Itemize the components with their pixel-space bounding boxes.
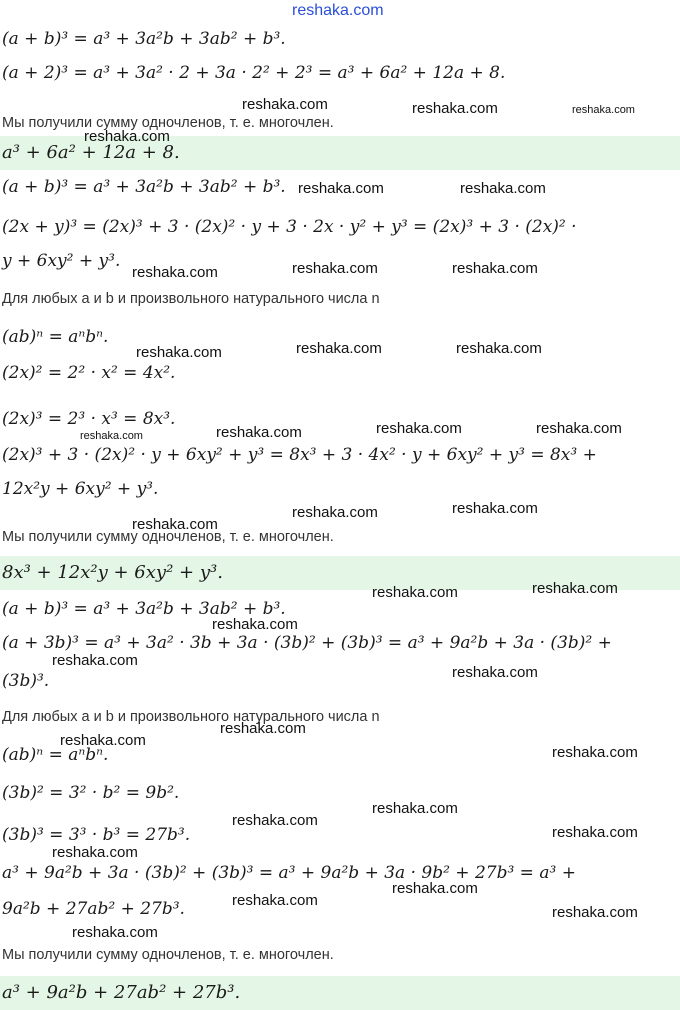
math-line: 12x²y + 6xy² + y³. [2,479,159,499]
explanation-text: Для любых a и b и произвольного натурального числа n [2,291,380,307]
watermark: reshaka.com [372,800,458,817]
watermark: reshaka.com [456,340,542,357]
watermark: reshaka.com [452,664,538,681]
watermark: reshaka.com [392,880,478,897]
math-line: y + 6xy² + y³. [2,251,121,271]
watermark: reshaka.com [372,584,458,601]
math-line: (2x)³ = 2³ · x³ = 8x³. [2,409,176,429]
math-line: (3b)² = 3² · b² = 9b². [2,783,180,803]
watermark: reshaka.com [552,744,638,761]
watermark: reshaka.com [298,180,384,197]
math-line: 9a²b + 27ab² + 27b³. [2,899,185,919]
math-line: (2x)³ + 3 · (2x)² · y + 6xy² + y³ = 8x³ + 3 · 4x² · y + 6xy² + y³ = 8x³ + [2,445,597,465]
watermark: reshaka.com [220,720,306,737]
watermark: reshaka.com [552,904,638,921]
math-line: (a + b)³ = a³ + 3a²b + 3ab² + b³. [2,599,286,619]
watermark: reshaka.com [72,924,158,941]
watermark: reshaka.com [132,516,218,533]
watermark: reshaka.com [132,264,218,281]
watermark: reshaka.com [60,732,146,749]
watermark: reshaka.com [376,420,462,437]
watermark: reshaka.com [136,344,222,361]
watermark: reshaka.com [52,844,138,861]
watermark: reshaka.com [216,424,302,441]
watermark: reshaka.com [232,892,318,909]
watermark: reshaka.com [572,104,635,116]
explanation-text: Мы получили сумму одночленов, т. е. многочлен. [2,115,334,131]
watermark: reshaka.com [532,580,618,597]
math-line: (ab)ⁿ = aⁿbⁿ. [2,745,109,765]
watermark: reshaka.com [212,616,298,633]
watermark: reshaka.com [242,96,328,113]
watermark: reshaka.com [292,260,378,277]
watermark: reshaka.com [552,824,638,841]
answer-highlight: a³ + 9a²b + 27ab² + 27b³. [0,976,680,1010]
header-watermark: reshaka.com [292,2,384,19]
math-line: (2x)² = 2² · x² = 4x². [2,363,176,383]
watermark: reshaka.com [452,500,538,517]
answer-highlight: a³ + 6a² + 12a + 8. [0,136,680,170]
math-line: a³ + 9a²b + 3a · (3b)² + (3b)³ = a³ + 9a²b + 3a · 9b² + 27b³ = a³ + [2,863,576,883]
math-line: (a + b)³ = a³ + 3a²b + 3ab² + b³. [2,177,286,197]
explanation-text: Мы получили сумму одночленов, т. е. многочлен. [2,947,334,963]
math-line: (3b)³ = 3³ · b³ = 27b³. [2,825,191,845]
watermark: reshaka.com [452,260,538,277]
math-line: (2x + y)³ = (2x)³ + 3 · (2x)² · y + 3 · 2x · y² + y³ = (2x)³ + 3 · (2x)² · [2,217,577,237]
math-line: (a + 2)³ = a³ + 3a² · 2 + 3a · 2² + 2³ = a³ + 6a² + 12a + 8. [2,63,506,83]
watermark: reshaka.com [460,180,546,197]
watermark: reshaka.com [296,340,382,357]
answer-highlight: 8x³ + 12x²y + 6xy² + y³. [0,556,680,590]
math-line: (a + 3b)³ = a³ + 3a² · 3b + 3a · (3b)² + (3b)³ = a³ + 9a²b + 3a · (3b)² + [2,633,612,653]
math-line: (ab)ⁿ = aⁿbⁿ. [2,327,109,347]
explanation-text: Для любых a и b и произвольного натурального числа n [2,709,380,725]
math-line: (a + b)³ = a³ + 3a²b + 3ab² + b³. [2,29,286,49]
watermark: reshaka.com [292,504,378,521]
math-line: (3b)³. [2,671,50,691]
watermark: reshaka.com [232,812,318,829]
watermark: reshaka.com [80,430,143,442]
watermark: reshaka.com [52,652,138,669]
watermark: reshaka.com [536,420,622,437]
watermark: reshaka.com [84,128,170,145]
explanation-text: Мы получили сумму одночленов, т. е. многочлен. [2,529,334,545]
watermark: reshaka.com [412,100,498,117]
